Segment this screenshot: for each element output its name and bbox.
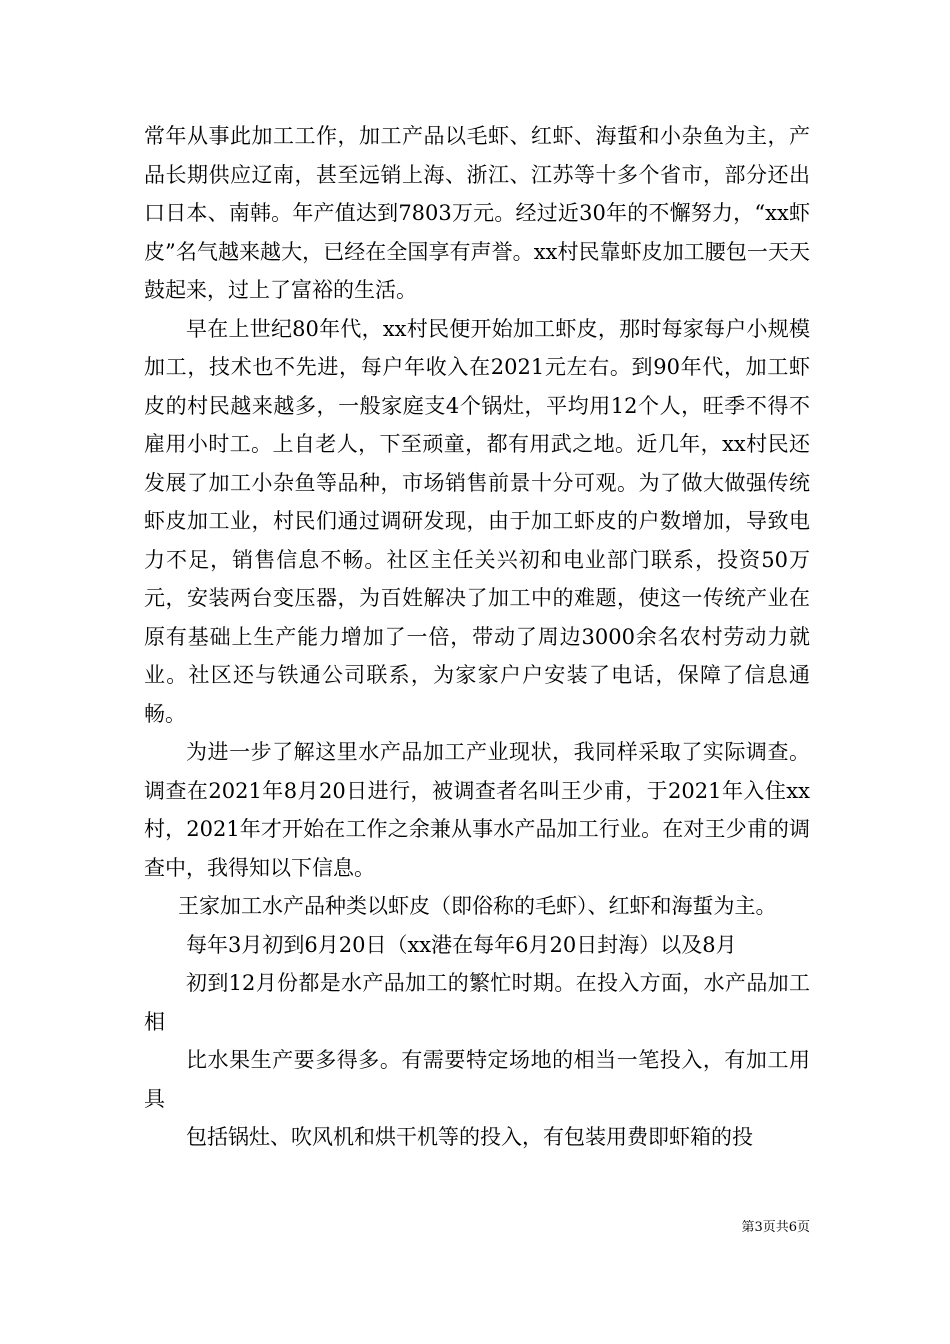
paragraph-3: 为进一步了解这里水产品加工产业现状，我同样采取了实际调查。调查在2021年8月20日进行，被调查者名叫王少甫，于2021年入住xx村，2021年才开始在工作之余兼从事水产品加工行业。在对王少甫的调查中，我得知以下信息。 xyxy=(144,740,810,880)
paragraph-4: 王家加工水产品种类以虾皮（即俗称的毛虾）、红虾和海蜇为主。 xyxy=(178,894,777,918)
paragraph-6: 初到12月份都是水产品加工的繁忙时期。在投入方面，水产品加工相 xyxy=(144,971,810,1034)
page-number-footer: 第3页共6页 xyxy=(741,1220,810,1235)
paragraph-5: 每年3月初到6月20日（xx港在每年6月20日封海）以及8月 xyxy=(186,932,737,957)
paragraph-7: 比水果生产要多得多。有需要特定场地的相当一笔投入，有加工用具 xyxy=(144,1048,810,1111)
paragraph-1: 常年从事此加工工作，加工产品以毛虾、红虾、海蜇和小杂鱼为主，产品长期供应辽南，甚至远销上海、浙江、江苏等十多个省市，部分还出口日本、南韩。年产值达到7803万元。经过近30年的不懈努力，“xx虾皮”名气越来越大，已经在全国享有声誉。xx村民靠虾皮加工腰包一天天鼓起来，过上了富裕的生活。 xyxy=(144,124,810,302)
body-text xyxy=(144,117,810,1157)
paragraph-2: 早在上世纪80年代，xx村民便开始加工虾皮，那时每家每户小规模加工，技术也不先进，每户年收入在2021元左右。到90年代，加工虾皮的村民越来越多，一般家庭支4个锅灶，平均用12个人，旺季不得不雇用小时工。上自老人，下至顽童，都有用武之地。近几年，xx村民还发展了加工小杂鱼等品种，市场销售前景十分可观。为了做大做强传统虾皮加工业，村民们通过调研发现，由于加工虾皮的户数增加，导致电力不足，销售信息不畅。社区主任关兴初和电业部门联系，投资50万元，安装两台变压器，为百姓解决了加工中的难题，使这一传统产业在原有基础上生产能力增加了一倍，带动了周边3000余名农村劳动力就业。社区还与铁通公司联系，为家家户户安装了电话，保障了信息通畅。 xyxy=(144,316,810,726)
paragraph-8: 包括锅灶、吹风机和烘干机等的投入，有包装用费即虾箱的投 xyxy=(186,1125,753,1149)
